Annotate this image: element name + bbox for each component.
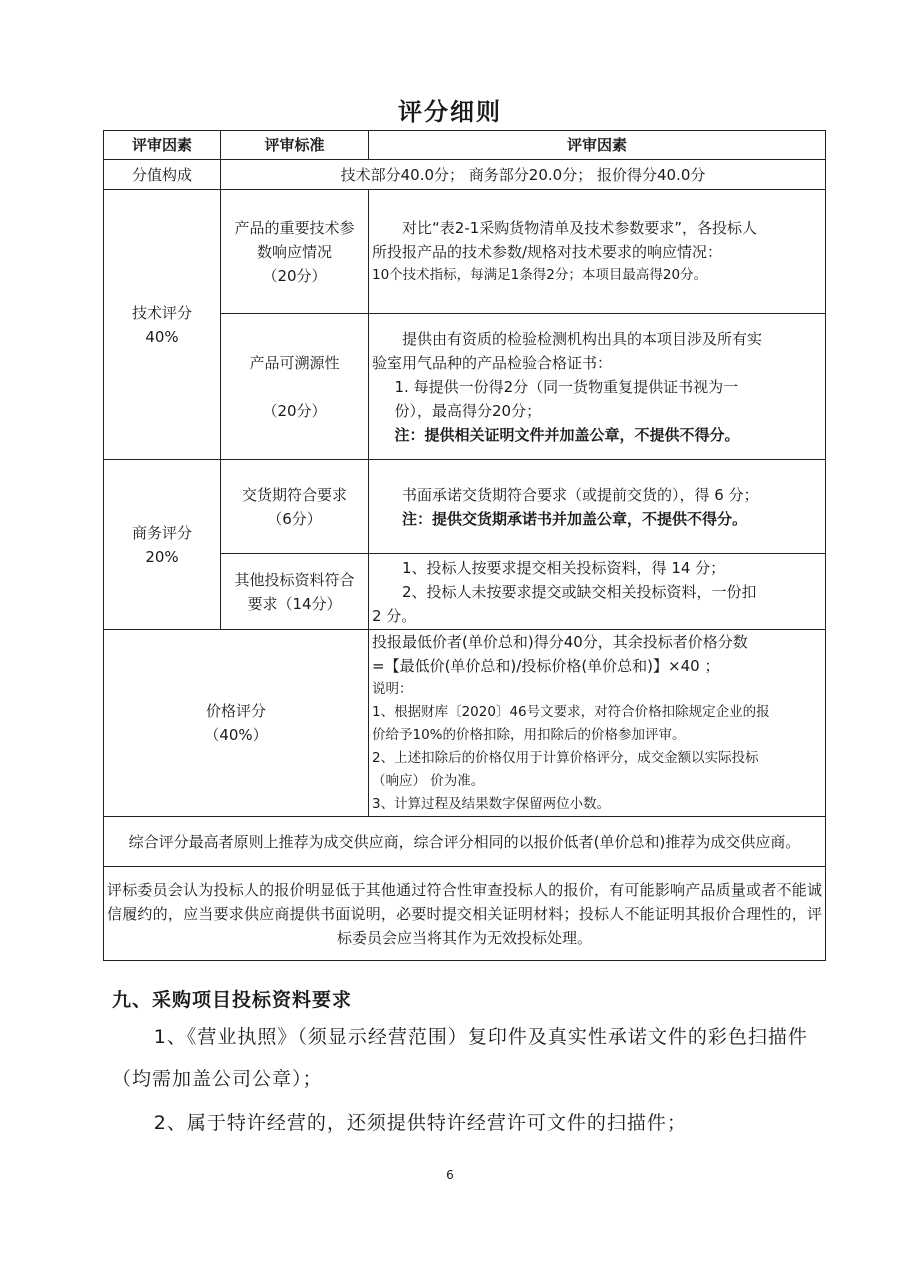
business-desc-2 [369, 554, 826, 630]
requirement-paragraph-1: 1、《营业执照》（须显示经营范围）复印件及真实性承诺文件的彩色扫描件（均需加盖公司公章）； [112, 1026, 808, 1090]
price-label-name: 价格评分 [205, 702, 266, 720]
tech-label [104, 190, 221, 460]
tech-criterion-2 [221, 314, 369, 460]
header-standard: 评审标准 [221, 131, 369, 160]
business-label [104, 460, 221, 630]
price-desc-line6: 2、上述扣除后的价格仅用于计算价格评分，成交金额以实际投标 [372, 750, 759, 766]
business-criterion-1 [221, 460, 369, 554]
tech-row-1 [104, 190, 826, 314]
price-desc-line5: 价给予10%的价格扣除，用扣除后的价格参加评审。 [372, 727, 686, 743]
price-desc-line4: 1、根据财库〔2020〕46号文要求，对符合价格扣除规定企业的报 [372, 704, 770, 720]
page-number: 6 [446, 1168, 454, 1182]
business-criterion-2 [221, 554, 369, 630]
price-label [104, 630, 369, 817]
tech-criterion-1-line3: （20分） [262, 266, 327, 285]
summary-text: 综合评分最高者原则上推荐为成交供应商，综合评分相同的以报价低者(单价总和)推荐为成交供应商。 [104, 817, 826, 867]
price-desc [369, 630, 826, 817]
header-factor: 评审因素 [104, 131, 221, 160]
business-desc-2-line1: 1、投标人按要求提交相关投标资料，得 14 分； [402, 558, 726, 577]
tech-desc-2-line2: 验室用气品种的产品检验合格证书： [372, 353, 613, 372]
price-desc-line3: 说明： [372, 681, 413, 697]
business-criterion-1-line1: 交货期符合要求 [241, 485, 347, 504]
business-desc-1-line1: 书面承诺交货期符合要求（或提前交货的），得 6 分； [402, 485, 759, 504]
page-title: 评分细则 [398, 98, 502, 126]
business-desc-1-note: 注：提供交货期承诺书并加盖公章，不提供不得分。 [402, 509, 748, 528]
tech-desc-2-line1: 提供由有资质的检验检测机构出具的本项目涉及所有实 [402, 329, 763, 348]
business-label-name: 商务评分 [131, 523, 192, 542]
business-row-1 [104, 460, 826, 554]
tech-desc-1-line2: 所投报产品的技术参数/规格对技术要求的响应情况： [372, 243, 723, 261]
business-criterion-2-line1: 其他投标资料符合 [234, 570, 355, 589]
business-criterion-2-line2: 要求（14分） [247, 594, 342, 613]
tech-criterion-1 [221, 190, 369, 314]
tech-desc-2-note: 注：提供相关证明文件并加盖公章，不提供不得分。 [394, 425, 740, 444]
section-heading: 九、采购项目投标资料要求 [112, 989, 353, 1011]
price-desc-line7: （响应） 价为准。 [372, 773, 485, 789]
tech-criterion-2-line2: （20分） [262, 401, 327, 420]
note-row [104, 867, 826, 961]
table-header-row [104, 131, 826, 160]
price-desc-line2: =【最低价(单价总和)/投标价格(单价总和)】×40 ； [372, 657, 720, 675]
tech-criterion-1-line1: 产品的重要技术参 [234, 218, 355, 237]
composition-text: 技术部分40.0分； 商务部分20.0分； 报价得分40.0分 [221, 160, 826, 190]
tech-criterion-2-line1: 产品可溯源性 [249, 353, 340, 372]
tech-desc-1 [369, 190, 826, 314]
price-desc-line1: 投报最低价者(单价总和)得分40分，其余投标者价格分数 [372, 633, 748, 651]
composition-label: 分值构成 [104, 160, 221, 190]
tech-desc-2-line4: 份），最高得分20分； [394, 401, 542, 420]
summary-row [104, 817, 826, 867]
business-desc-2-line2: 2、投标人未按要求提交或缺交相关投标资料，一份扣 [402, 582, 757, 601]
tech-desc-1-line1: 对比“表2-1采购货物清单及技术参数要求”，各投标人 [402, 219, 758, 237]
business-label-weight: 20% [145, 547, 179, 566]
price-row [104, 630, 826, 817]
tech-criterion-1-line2: 数响应情况 [256, 242, 332, 261]
tech-desc-1-line3: 10个技术指标，每满足1条得2分；本项目最高得20分。 [372, 267, 708, 283]
header-factor-detail: 评审因素 [369, 131, 826, 160]
scoring-table [103, 130, 826, 961]
business-desc-1 [369, 460, 826, 554]
composition-row [104, 160, 826, 190]
requirement-paragraph-2: 2、属于特许经营的，还须提供特许经营许可文件的扫描件； [153, 1112, 687, 1134]
tech-desc-2 [369, 314, 826, 460]
tech-label-weight: 40% [145, 327, 179, 346]
business-criterion-1-line2: （6分） [267, 509, 322, 528]
note-text: 评标委员会认为投标人的报价明显低于其他通过符合性审查投标人的报价，有可能影响产品质量或者不能诚信履约的，应当要求供应商提供书面说明，必要时提交相关证明材料；投标人不能证明其报价合理性的，评标委员会应当将其作为无效投标处理。 [104, 867, 826, 961]
price-label-weight: （40%） [204, 726, 268, 744]
tech-label-name: 技术评分 [131, 303, 192, 322]
business-desc-2-line3: 2 分。 [372, 606, 417, 625]
price-desc-line8: 3、计算过程及结果数字保留两位小数。 [372, 796, 611, 812]
tech-desc-2-line3: 1. 每提供一份得2分（同一货物重复提供证书视为一 [394, 377, 739, 396]
